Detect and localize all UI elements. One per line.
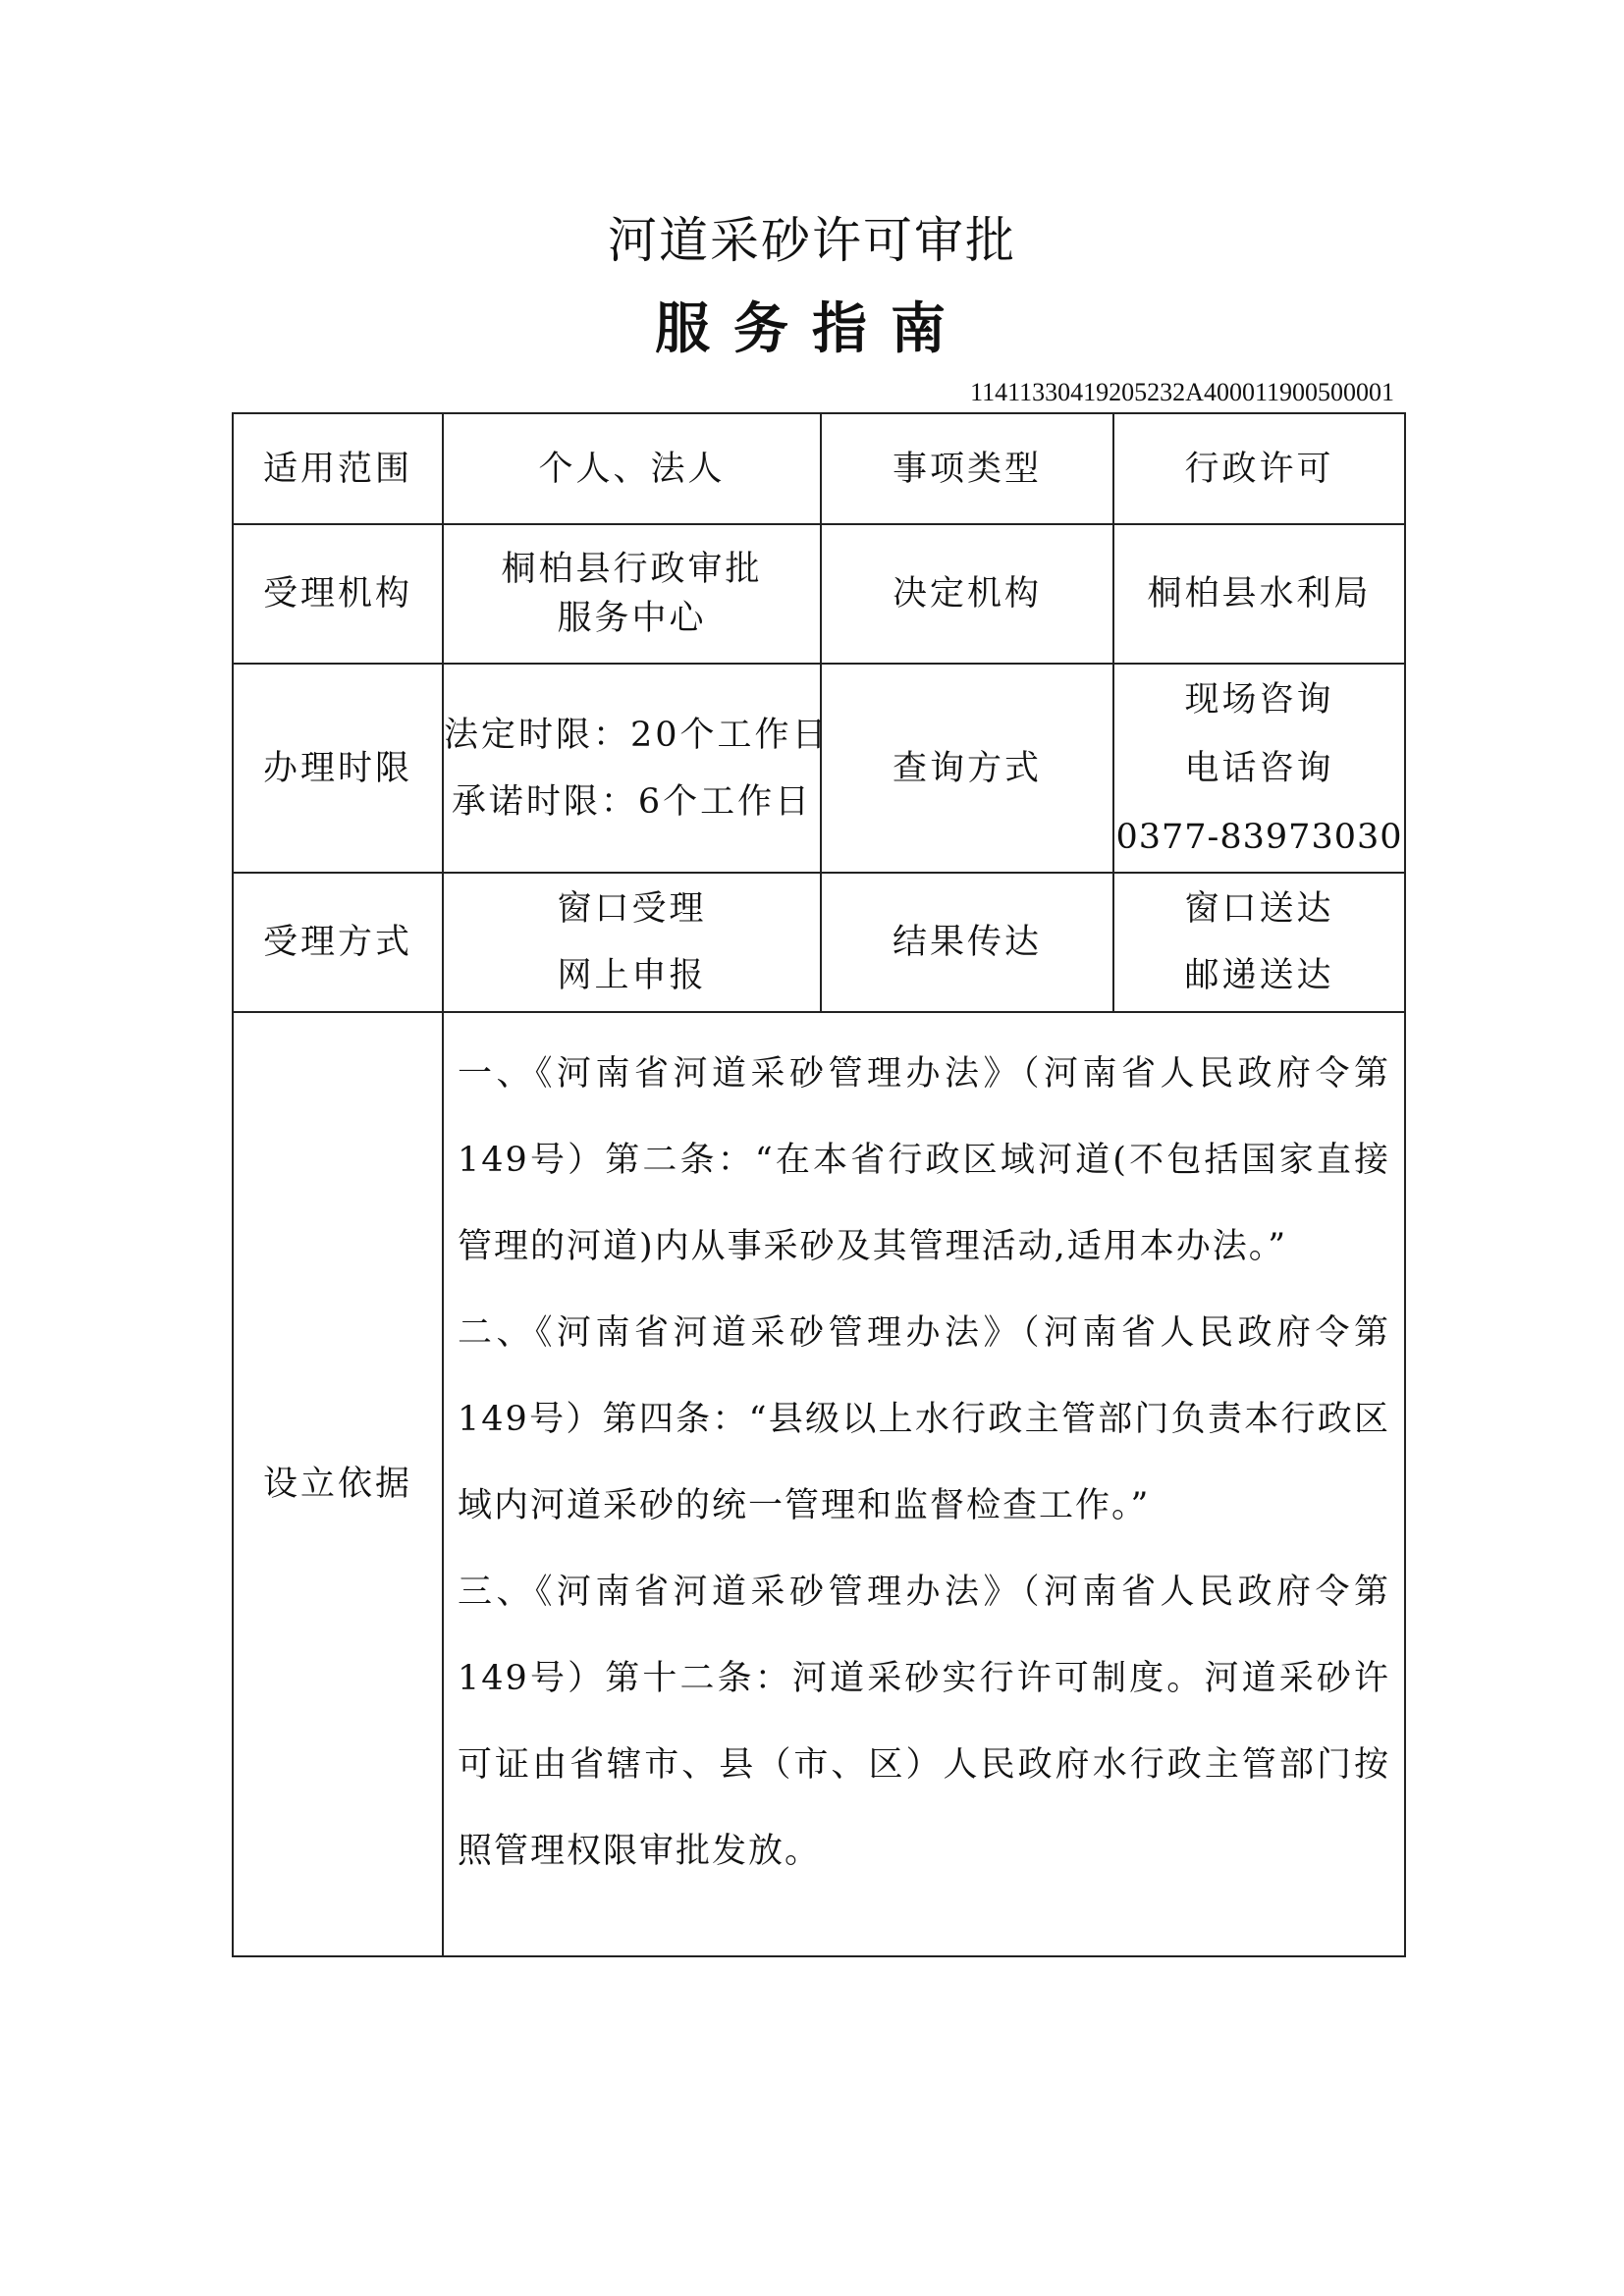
basis-paragraph: 一、《河南省河道采砂管理办法》（河南省人民政府令第149号）第二条：“在本省行政区域河道(不包括国家直接管理的河道)内从事采砂及其管理活动,适用本办法。” xyxy=(458,1054,1390,1266)
value-time-limit xyxy=(443,664,830,873)
inquiry-method-line: 现场咨询 xyxy=(1184,679,1334,720)
label-result-delivery: 结果传达 xyxy=(821,873,1113,1012)
value-scope: 个人、法人 xyxy=(443,413,821,524)
value-accepting-agency xyxy=(443,524,821,664)
basis-paragraph: 三、《河南省河道采砂管理办法》（河南省人民政府令第149号）第十二条：河道采砂实行许可制度。河道采砂许可证由省辖市、县（市、区）人民政府水行政主管部门按照管理权限审批发放。 xyxy=(458,1573,1390,1871)
value-legal-basis xyxy=(443,1012,1405,1956)
label-accept-method: 受理方式 xyxy=(233,873,443,1012)
accept-method-line: 窗口受理 xyxy=(557,889,707,929)
result-delivery-line: 邮递送达 xyxy=(1184,956,1334,995)
value-result-delivery xyxy=(1113,873,1405,1012)
accepting-agency-line: 桐柏县行政审批 xyxy=(501,550,763,589)
label-item-type: 事项类型 xyxy=(821,413,1113,524)
table-row-accept-method xyxy=(233,873,1405,1012)
value-deciding-agency: 桐柏县水利局 xyxy=(1113,524,1405,664)
basis-paragraph: 二、《河南省河道采砂管理办法》（河南省人民政府令第149号）第四条：“县级以上水行政主管部门负责本行政区域内河道采砂的统一管理和监督检查工作。” xyxy=(458,1313,1390,1525)
document-title: 河道采砂许可审批 xyxy=(608,212,1016,269)
accepting-agency-line: 服务中心 xyxy=(557,599,707,638)
value-inquiry-method xyxy=(1113,664,1405,873)
label-legal-basis: 设立依据 xyxy=(233,1012,443,1956)
label-scope: 适用范围 xyxy=(233,413,443,524)
time-limit-line: 承诺时限：6个工作日 xyxy=(451,781,813,822)
time-limit-line: 法定时限：20个工作日 xyxy=(444,715,830,755)
item-code: 11411330419205232A400011900500001 xyxy=(970,378,1394,406)
value-item-type: 行政许可 xyxy=(1113,413,1405,524)
label-inquiry-method: 查询方式 xyxy=(821,664,1113,873)
table-row-agency xyxy=(233,524,1405,664)
table-row-time-limit xyxy=(233,664,1405,873)
service-guide-table xyxy=(232,412,1406,1957)
table-row-scope xyxy=(233,413,1405,524)
label-accepting-agency: 受理机构 xyxy=(233,524,443,664)
result-delivery-line: 窗口送达 xyxy=(1184,889,1334,929)
inquiry-phone: 0377-83973030 xyxy=(1115,817,1403,857)
value-accept-method xyxy=(443,873,821,1012)
document-subtitle: 服务指南 xyxy=(655,296,969,361)
table-row-basis xyxy=(233,1012,1405,1956)
label-time-limit: 办理时限 xyxy=(233,664,443,873)
inquiry-method-line: 电话咨询 xyxy=(1184,748,1334,788)
label-deciding-agency: 决定机构 xyxy=(821,524,1113,664)
accept-method-line: 网上申报 xyxy=(557,956,707,995)
